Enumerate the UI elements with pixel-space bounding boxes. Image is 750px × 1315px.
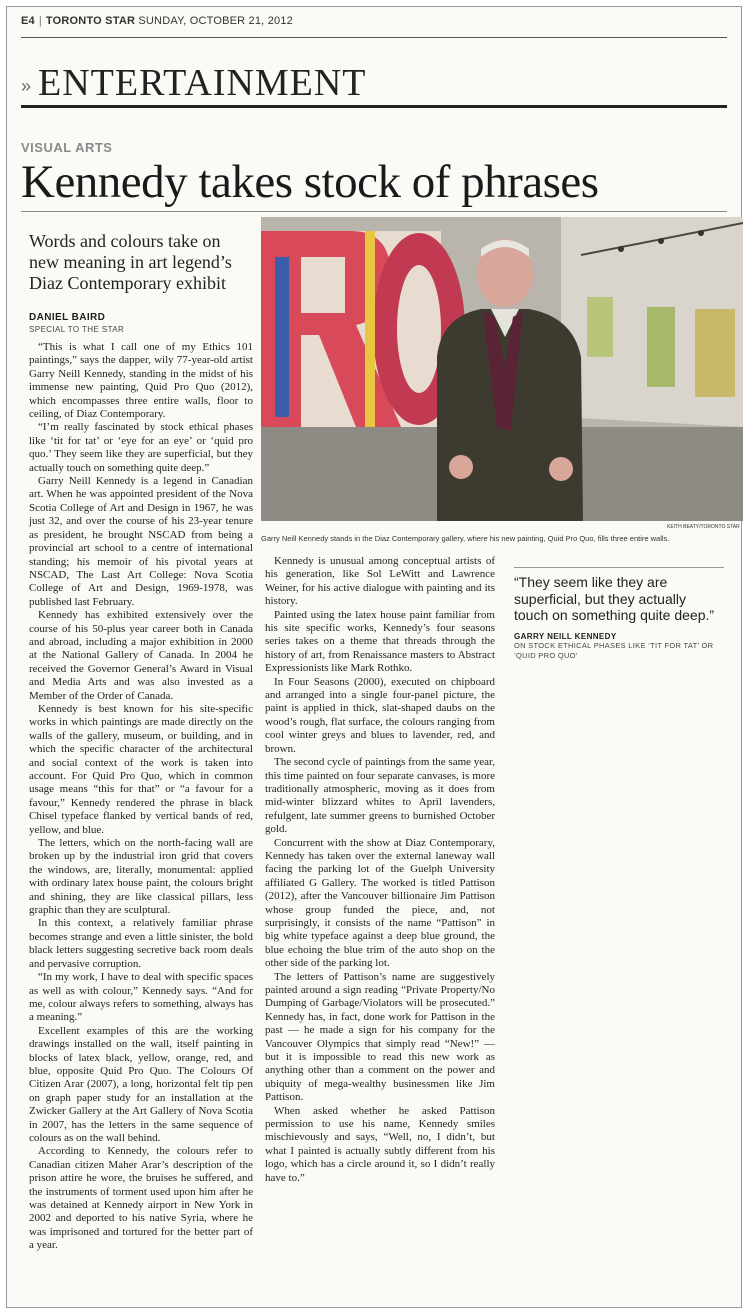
article-column-2 bbox=[265, 555, 495, 1185]
paragraph: Painted using the latex house paint familiar from his site specific works, Kennedy’s four seasons series takes on a theme that threads through the history of art, from Renaissance masters to Abstract Expressionists like Mark Rothko. bbox=[265, 608, 495, 675]
pull-quote-name: GARRY NEILL KENNEDY bbox=[514, 631, 617, 641]
paragraph: Kennedy has exhibited extensively over the course of his 50-plus year career both in Canada and abroad, including a major exhibition in 2000 at the National Gallery of Canada. In 2004 he received the Governor General’s Award in Visual and Media Arts and was also invested as a Member of the Order of Canada. bbox=[29, 609, 253, 702]
pull-quote-text: “They seem like they are superficial, but they actually touch on something quite deep.” bbox=[514, 574, 715, 623]
section-title: ENTERTAINMENT bbox=[38, 62, 367, 104]
article-photo bbox=[261, 217, 743, 521]
paragraph: Kennedy is best known for his site-specific works in which paintings are made directly on the walls of the gallery, museum, or building, and in which the specific character of the architectural and social context of the work is taken into account. For Quid Pro Quo, which in common usage means “this for that” or “a favour for a favour,” Kennedy rendered the phrase in black Chisel typeface flanked by vertical bands of red, yellow, and blue. bbox=[29, 702, 253, 836]
section-header bbox=[21, 61, 367, 105]
paragraph: According to Kennedy, the colours refer to Canadian citizen Maher Arar’s description of the prison attire he wore, the bruises he suffered, and the instruments of torment used upon him after he was detained at Kennedy airport in New York in 2002 and deported to his native Syria, where he was imprisoned and tortured for the better part of a year. bbox=[29, 1145, 253, 1252]
byline-author: DANIEL BAIRD bbox=[29, 312, 106, 323]
paragraph: Excellent examples of this are the working drawings installed on the wall, itself painting in blocks of latex black, yellow, orange, red, and blue, opposite Quid Pro Quo. The Colours Of Citizen Arar (2007), a long, horizontal felt tip pen on graph paper study for an installation at the Zwicker Gallery at the Art Gallery of Nova Scotia in 2007, has the letters in the same sequence of colours as on the wall behind. bbox=[29, 1024, 253, 1144]
pull-quote-box bbox=[514, 567, 724, 661]
gallery-photo-illustration bbox=[261, 217, 743, 521]
byline-affiliation: SPECIAL TO THE STAR bbox=[29, 325, 125, 334]
paragraph: “In my work, I have to deal with specific spaces as well as with colour,” Kennedy says. “And for me, colour always refers to something, always has a meaning.” bbox=[29, 971, 253, 1024]
paragraph: Garry Neill Kennedy is a legend in Canadian art. When he was appointed president of the Nova Scotia College of Art and Design in 1967, he was just 32, and over the course of his 23-year tenure as president, he brought NSCAD from being a provincial art school to a centre of international standing; his memoir of his pivotal years at NSCAD, The Last Art College: Nova Scotia College of Art and Design, 1969-1978, was published last February. bbox=[29, 475, 253, 608]
newspaper-page bbox=[6, 6, 742, 1308]
issue-date: SUNDAY, OCTOBER 21, 2012 bbox=[138, 15, 293, 27]
paragraph: “I’m really fascinated by stock ethical phases like ‘tit for tat’ or ‘eye for an eye’ or ‘quid pro quo.’ They seem like they are superficial, but they actually touch on something quite deep.” bbox=[29, 421, 253, 474]
paragraph: The letters, which on the north-facing wall are broken up by the industrial iron grid that covers the windows, are, literally, monumental: applied with ordinary latex house paint, the colours bright and shining, they are like classical pillars, less graphic than they are sculptural. bbox=[29, 837, 253, 917]
paragraph: When asked whether he asked Pattison permission to use his name, Kennedy smiles mischievously and says, “Well, no, I didn’t, but what I painted is actually subtly different from his logo, which has a circle around it, so I didn’t really have to.” bbox=[265, 1104, 495, 1184]
paragraph: In this context, a relatively familiar phrase becomes strange and even a little sinister, the bold black letters suggesting secretive back room deals and pervasive corruption. bbox=[29, 917, 253, 970]
top-rule bbox=[21, 37, 727, 38]
masthead-line: E4 | TORONTO STAR SUNDAY, OCTOBER 21, 2012 bbox=[21, 15, 293, 27]
photo-caption: Garry Neill Kennedy stands in the Diaz Contemporary gallery, where his new painting, Quid Pro Quo, fills three entire walls. bbox=[261, 534, 670, 543]
chevron-icon: » bbox=[21, 75, 33, 96]
section-rule bbox=[21, 105, 727, 108]
paragraph: “This is what I call one of my Ethics 101 paintings,” says the dapper, wily 77-year-old artist Garry Neill Kennedy, standing in the midst of his immense new painting, Quid Pro Quo (2012), which encompasses three entire walls, floor to ceiling, of Diaz Contemporary. bbox=[29, 341, 253, 421]
article-deck: Words and colours take on new meaning in art legend’s Diaz Contemporary exhibit bbox=[29, 231, 232, 293]
paragraph: In Four Seasons (2000), executed on chipboard and arranged into a single four-panel picture, the paint is applied in thick, slat-shaped daubs on the wood’s rough, flat surface, the colours ranging from cool winter greys and blues to lavender, red, and brown. bbox=[265, 675, 495, 755]
paragraph: The letters of Pattison’s name are suggestively painted around a sign reading “Private Property/No Dumping of Garbage/Violators will be prosecuted.” Kennedy has, in fact, done work for Pattison in the past — he made a sign for his company for the Vancouver Olympics that simply read “New!” — but it is impossible to read this new work as anything other than a comment on the power and ubiquity of mega-wealthy businessmen like Jim Pattison. bbox=[265, 970, 495, 1104]
page-number: E4 bbox=[21, 15, 35, 27]
pull-quote-description: ON STOCK ETHICAL PHASES LIKE ‘TIT FOR TAT’ OR ‘QUID PRO QUO’ bbox=[514, 640, 714, 660]
article-column-1 bbox=[29, 341, 253, 1253]
paragraph: Concurrent with the show at Diaz Contemporary, Kennedy has taken over the external laneway wall facing the parking lot of the Guelph University affiliated G Gallery. The worked is titled Pattison (2012), after the Vancouver billionaire Jim Pattison whose group funded the piece, and, not surprisingly, it consists of the name “Pattison” in big white typeface against a deep blue ground, the blue echoing the blue trim of the auto shop on the other side of the parking lot. bbox=[265, 836, 495, 970]
article-kicker: VISUAL ARTS bbox=[21, 140, 113, 155]
paper-name: TORONTO STAR bbox=[45, 15, 136, 27]
article-headline: Kennedy takes stock of phrases bbox=[21, 156, 599, 208]
headline-rule bbox=[21, 211, 727, 212]
photo-credit: KEITH BEATY/TORONTO STAR bbox=[667, 524, 740, 530]
paragraph: The second cycle of paintings from the same year, this time painted on four separate canvases, is more traditionally atmospheric, moving as it does from mid-winter blizzard whites to April lavenders, refulgent, late summer greens to burnished October gold. bbox=[265, 756, 496, 836]
paragraph: Kennedy is unusual among conceptual artists of his generation, like Sol LeWitt and Lawrence Weiner, for his active dialogue with painting and its history. bbox=[265, 555, 495, 608]
